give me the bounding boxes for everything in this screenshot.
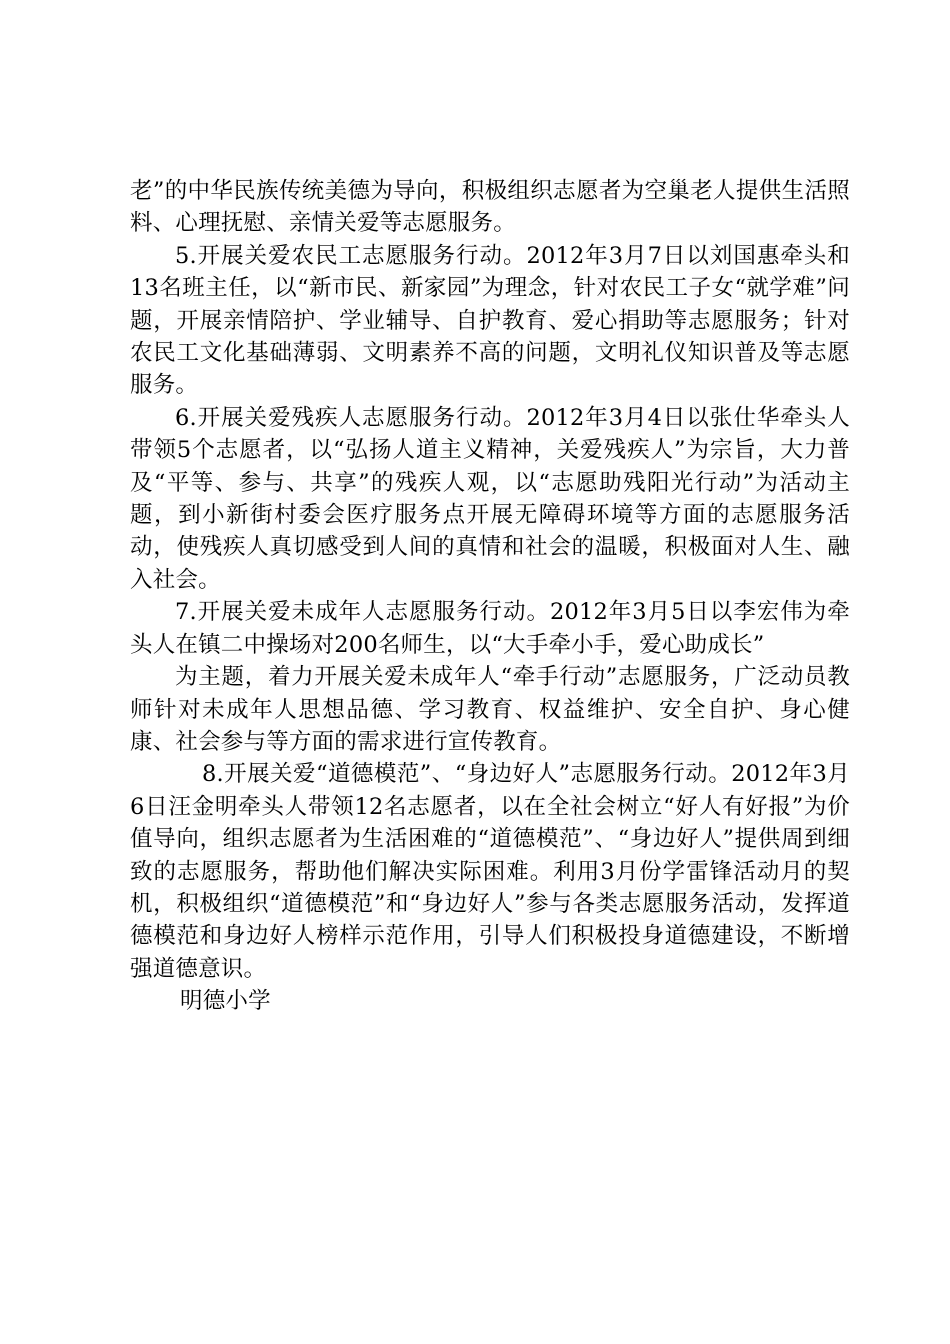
paragraph-continuation: 老”的中华民族传统美德为导向，积极组织志愿者为空巢老人提供生活照料、心理抚慰、亲情关爱等志愿服务。 (130, 178, 850, 237)
paragraph-item-5: 5.开展关爱农民工志愿服务行动。2012年3月7日以刘国惠牵头和13名班主任，以“新市民、新家园”为理念，针对农民工子女“就学难”问题，开展亲情陪护、学业辅导、自护教育、爱心捐助等志愿服务；针对农民工文化基础薄弱、文明素养不高的问题，文明礼仪知识普及等志愿服务。 (130, 242, 850, 399)
document-body (130, 175, 850, 1018)
signature-school-name: 明德小学 (180, 988, 271, 1015)
paragraph-item-7: 7.开展关爱未成年人志愿服务行动。2012年3月5日以李宏伟为牵头人在镇二中操场对200名师生，以“大手牵小手，爱心助成长” (130, 599, 850, 658)
paragraph-item-8: 8.开展关爱“道德模范”、“身边好人”志愿服务行动。2012年3月6日汪金明牵头人带领12名志愿者，以在全社会树立“好人有好报”为价值导向，组织志愿者为生活困难的“道德模范”、“身边好人”提供周到细致的志愿服务，帮助他们解决实际困难。利用3月份学雷锋活动月的契机，积极组织“道德模范”和“身边好人”参与各类志愿服务活动，发挥道德模范和身边好人榜样示范作用，引导人们积极投身道德建设，不断增强道德意识。 (130, 761, 850, 982)
paragraph-item-6: 6.开展关爱残疾人志愿服务行动。2012年3月4日以张仕华牵头人带领5个志愿者，以“弘扬人道主义精神，关爱残疾人”为宗旨，大力普及“平等、参与、共享”的残疾人观，以“志愿助残阳光行动”为活动主题，到小新街村委会医疗服务点开展无障碍环境等方面的志愿服务活动，使残疾人真切感受到人间的真情和社会的温暖，积极面对人生、融入社会。 (130, 404, 850, 593)
paragraph-item-7-continued: 为主题，着力开展关爱未成年人“牵手行动”志愿服务，广泛动员教师针对未成年人思想品德、学习教育、权益维护、安全自护、身心健康、社会参与等方面的需求进行宣传教育。 (130, 664, 850, 755)
